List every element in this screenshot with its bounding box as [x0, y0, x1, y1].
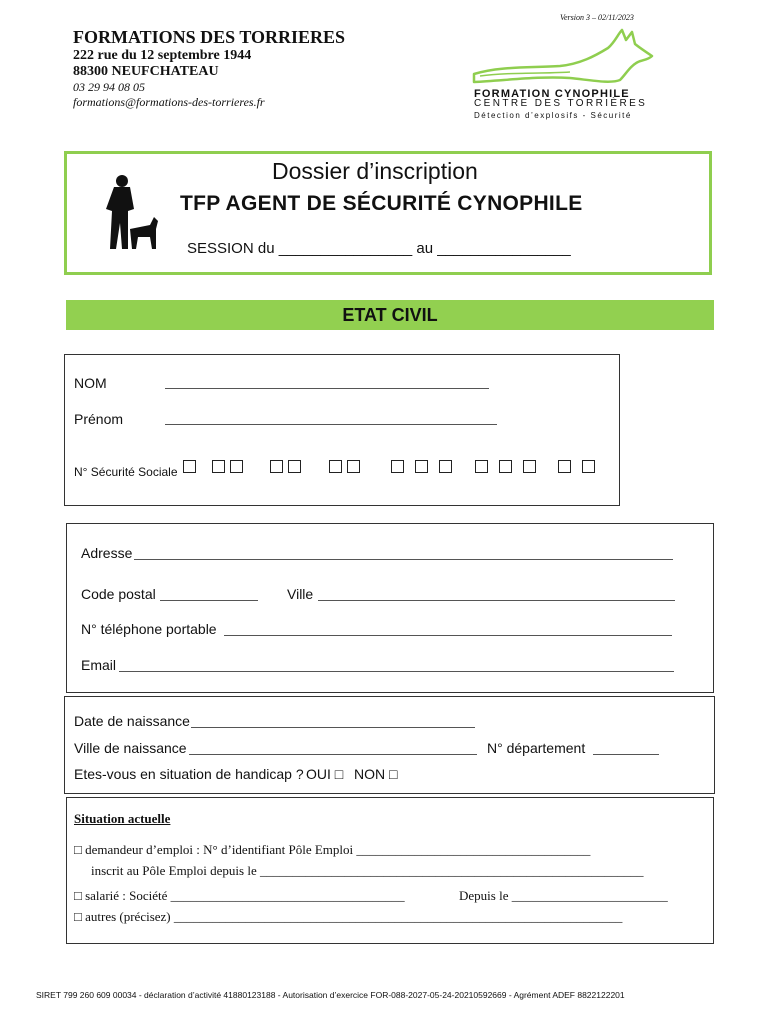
birth-box	[64, 696, 715, 794]
address-line-2: 88300 NEUFCHATEAU	[73, 64, 219, 79]
secu-digit-box[interactable]	[230, 460, 243, 473]
inscrit-pole-emploi-field[interactable]: inscrit au Pôle Emploi depuis le ___________________________________________________________	[91, 863, 644, 878]
secu-digit-box[interactable]	[523, 460, 536, 473]
secu-digit-box[interactable]	[558, 460, 571, 473]
secu-digit-box[interactable]	[270, 460, 283, 473]
telephone-label: N° téléphone portable	[81, 621, 217, 637]
secu-digit-box[interactable]	[329, 460, 342, 473]
program-title: TFP AGENT DE SÉCURITÉ CYNOPHILE	[180, 192, 583, 215]
code-postal-label: Code postal	[81, 586, 156, 602]
nom-field[interactable]	[165, 388, 489, 389]
handicap-non-checkbox[interactable]: NON □	[354, 766, 398, 782]
departement-field[interactable]	[593, 754, 659, 755]
secu-digit-box[interactable]	[499, 460, 512, 473]
contact-box	[66, 523, 714, 693]
address-line-1: 222 rue du 12 septembre 1944	[73, 48, 252, 63]
organization-name: FORMATIONS DES TORRIERES	[73, 27, 346, 47]
identity-box	[64, 354, 620, 506]
footer-legal: SIRET 799 260 609 00034 - déclaration d’activité 41880123188 - Autorisation d’exercice FOR-088-2027-05-24-20210592669 - Agrément ADEF 8822122201	[36, 990, 625, 1000]
logo-title: FORMATION CYNOPHILE	[474, 88, 630, 100]
date-naissance-label: Date de naissance	[74, 713, 190, 729]
situation-box	[66, 797, 714, 944]
email-label: Email	[81, 657, 117, 673]
salarie-option[interactable]: □ salarié : Société ____________________________________	[74, 888, 405, 903]
logo-subtitle: CENTRE DES TORRIÈRES	[474, 98, 648, 109]
adresse-field[interactable]	[134, 559, 673, 560]
document-title: Dossier d’inscription	[272, 158, 478, 184]
handicap-oui-checkbox[interactable]: OUI □	[306, 766, 344, 782]
date-naissance-field[interactable]	[191, 727, 475, 728]
prenom-label: Prénom	[74, 411, 124, 427]
secu-digit-box[interactable]	[288, 460, 301, 473]
depuis-field[interactable]: Depuis le ________________________	[459, 888, 668, 903]
organization-phone: 03 29 94 08 05	[73, 80, 145, 94]
logo-tagline: Détection d’explosifs - Sécurité	[474, 111, 632, 120]
secu-digit-box[interactable]	[347, 460, 360, 473]
organization-contact	[73, 80, 265, 110]
organization-address	[73, 48, 251, 80]
secu-digit-box[interactable]	[212, 460, 225, 473]
demandeur-emploi-option[interactable]: □ demandeur d’emploi : N° d’identifiant Pôle Emploi ____________________________________	[74, 842, 591, 857]
telephone-field[interactable]	[224, 635, 672, 636]
organization-email: formations@formations-des-torrieres.fr	[73, 95, 265, 109]
ville-field[interactable]	[318, 600, 675, 601]
secu-label: N° Sécurité Sociale	[74, 465, 178, 479]
secu-digit-box[interactable]	[415, 460, 428, 473]
code-postal-field[interactable]	[160, 600, 258, 601]
handicap-label: Etes-vous en situation de handicap ?	[74, 766, 304, 782]
departement-label: N° département	[487, 740, 586, 756]
dog-handler-icon	[100, 173, 160, 253]
adresse-label: Adresse	[81, 545, 133, 561]
prenom-field[interactable]	[165, 424, 497, 425]
ville-label: Ville	[287, 586, 314, 602]
autres-option[interactable]: □ autres (précisez) _____________________________________________________________________	[74, 909, 623, 924]
section-header-etat-civil: ETAT CIVIL	[66, 300, 714, 330]
situation-title: Situation actuelle	[74, 811, 171, 826]
nom-label: NOM	[74, 375, 107, 391]
secu-digit-box[interactable]	[391, 460, 404, 473]
secu-digit-box[interactable]	[582, 460, 595, 473]
secu-digit-box[interactable]	[439, 460, 452, 473]
secu-digit-box[interactable]	[183, 460, 196, 473]
ville-naissance-label: Ville de naissance	[74, 740, 187, 756]
version-label: Version 3 – 02/11/2023	[560, 13, 634, 22]
ville-naissance-field[interactable]	[189, 754, 477, 755]
email-field[interactable]	[119, 671, 674, 672]
secu-digit-box[interactable]	[475, 460, 488, 473]
session-field[interactable]: SESSION du ________________ au ________________	[187, 240, 571, 257]
